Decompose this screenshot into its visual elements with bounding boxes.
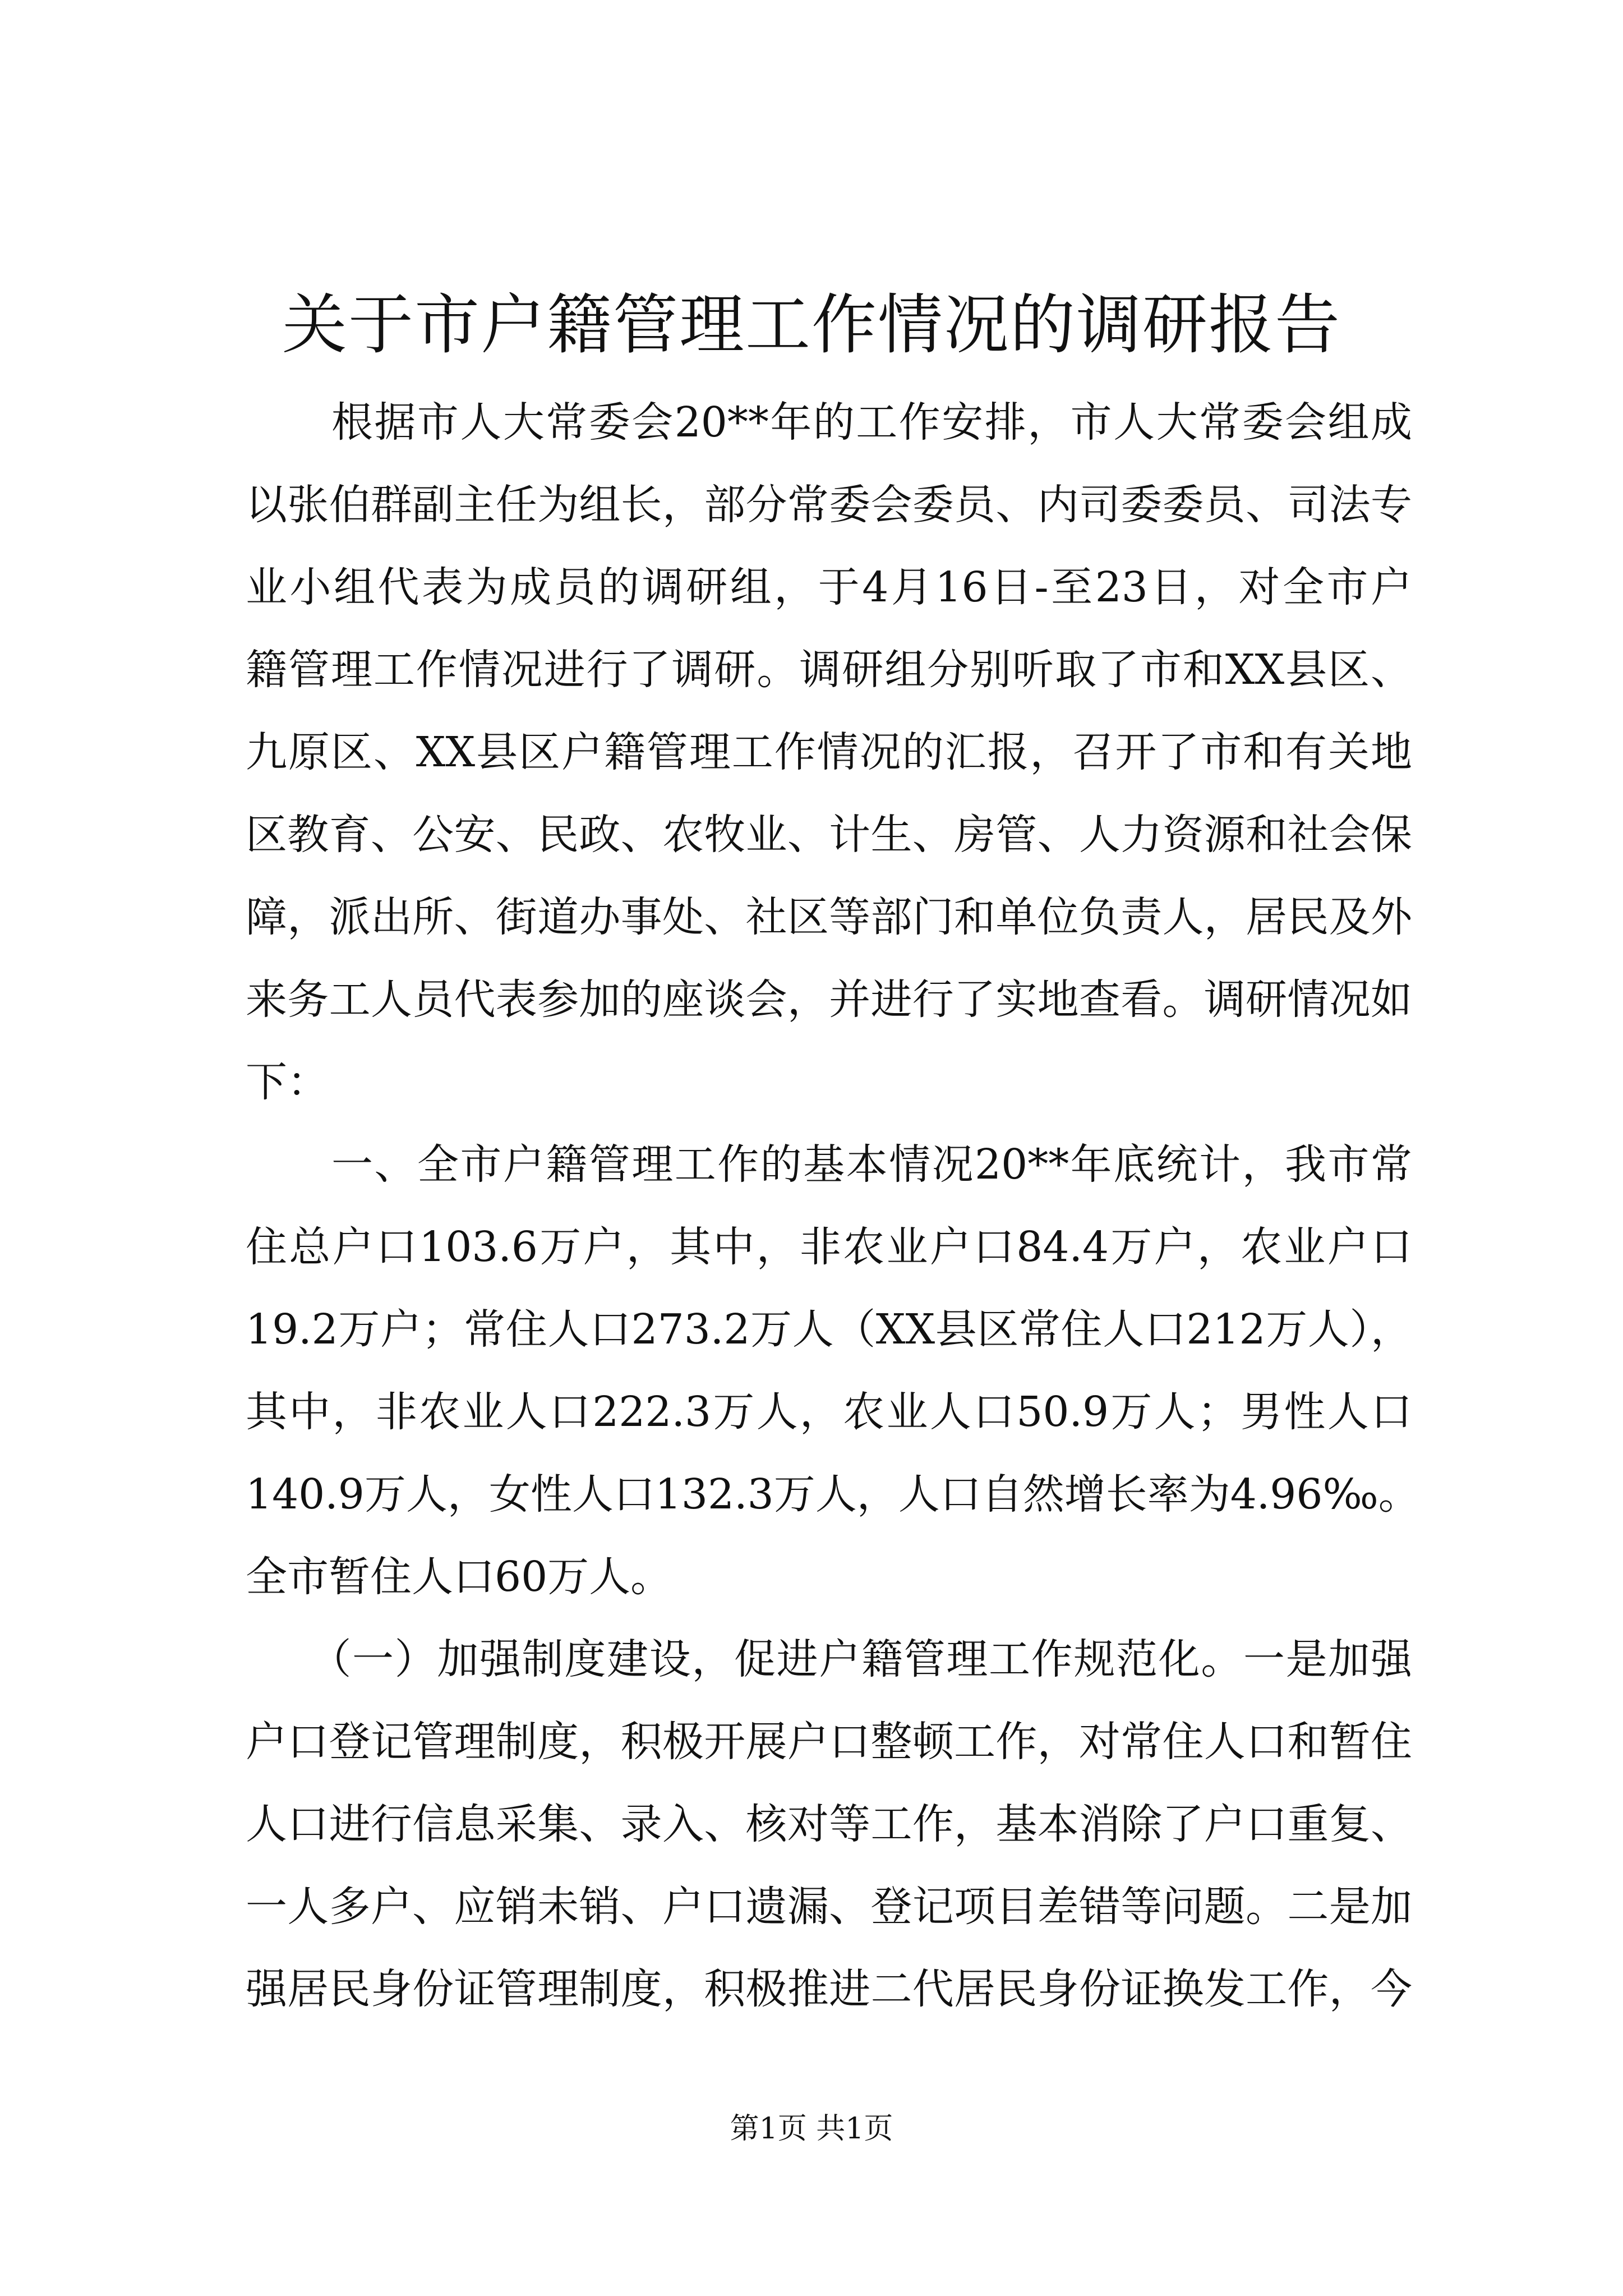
body-line: （一）加强制度建设，促进户籍管理工作规范化。一是加强	[246, 1635, 1412, 1683]
body-line: 籍管理工作情况进行了调研。调研组分别听取了市和XX县区、	[246, 646, 1412, 694]
body-line: 一、全市户籍管理工作的基本情况20**年底统计，我市常	[246, 1140, 1412, 1189]
body-line: 根据市人大常委会20**年的工作安排，市人大常委会组成	[246, 398, 1412, 447]
body-line: 全市暂住人口60万人。	[246, 1553, 672, 1601]
page-footer: 第1页 共1页	[730, 2112, 893, 2146]
body-line: 业小组代表为成员的调研组，于4月16日-至23日，对全市户	[246, 563, 1412, 611]
body-line: 以张伯群副主任为组长，部分常委会委员、内司委委员、司法专	[246, 481, 1412, 529]
body-line: 来务工人员代表参加的座谈会，并进行了实地查看。调研情况如	[246, 976, 1412, 1024]
body-line: 其中，非农业人口222.3万人，农业人口50.9万人；男性人口	[246, 1388, 1412, 1436]
body-line: 户口登记管理制度，积极开展户口整顿工作，对常住人口和暂住	[246, 1718, 1412, 1766]
body-line: 一人多户、应销未销、户口遗漏、登记项目差错等问题。二是加	[246, 1883, 1412, 1931]
document-body	[246, 381, 1420, 2031]
document-title: 关于市户籍管理工作情况的调研报告	[282, 287, 1341, 363]
body-line: 障，派出所、街道办事处、社区等部门和单位负责人，居民及外	[246, 893, 1412, 941]
body-line: 140.9万人，女性人口132.3万人，人口自然增长率为4.96‰。	[246, 1470, 1420, 1519]
body-line: 九原区、XX县区户籍管理工作情况的汇报，召开了市和有关地	[246, 728, 1412, 776]
body-line: 强居民身份证管理制度，积极推进二代居民身份证换发工作，今	[246, 1965, 1412, 2013]
body-line: 19.2万户；常住人口273.2万人（XX县区常住人口212万人），	[246, 1305, 1412, 1354]
body-line: 下：	[246, 1058, 329, 1106]
body-line: 区教育、公安、民政、农牧业、计生、房管、人力资源和社会保	[246, 811, 1412, 859]
body-line: 住总户口103.6万户，其中，非农业户口84.4万户，农业户口	[246, 1223, 1412, 1271]
body-line: 人口进行信息采集、录入、核对等工作，基本消除了户口重复、	[246, 1800, 1412, 1848]
